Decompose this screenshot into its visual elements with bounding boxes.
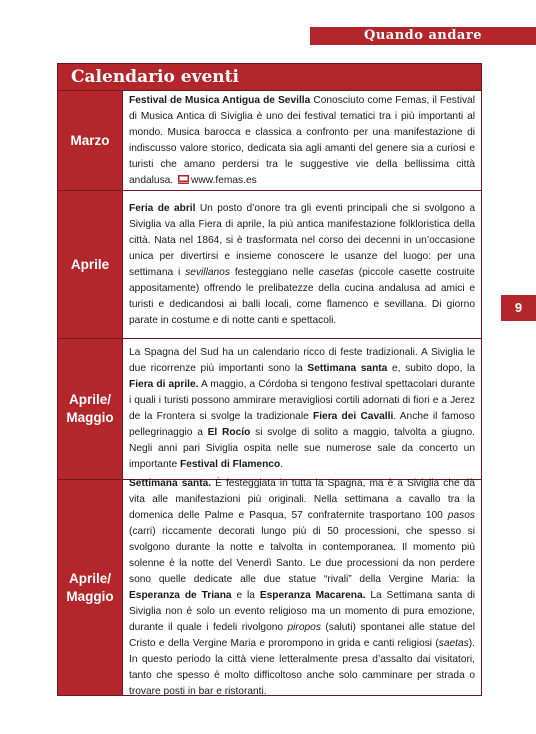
event-description: La Spagna del Sud ha un calendario ricco di feste tradizionali. A Siviglia le due ricorrenze più importanti sono la Settimana santa e, subito dopo, la Fiera di aprile. A maggio, a Córdoba si tengono festival spettacolari durante i quali i turisti possono ammirare meravigliosi cortili adornati di fiori e a Jerez de la Frontera si svolge la tradizionale Fiera dei Cavalli. Anche il famoso pellegrinaggio a El Rocío si svolge di solito a maggio, talvolta a giugno. Negli anni pari Siviglia ospita nelle sue numerose sale da concerto un importante Festival di Flamenco. <box>129 347 475 470</box>
month-label: Aprile <box>58 191 123 338</box>
month-label: Aprile/ Maggio <box>58 339 123 479</box>
section-header: Quando andare <box>310 27 536 45</box>
event-website: www.femas.es <box>191 174 257 186</box>
event-title: Settimana santa. <box>129 477 212 489</box>
computer-icon <box>178 175 189 184</box>
event-description: Festival de Musica Antigua de Sevilla Conosciuto come Femas, il Festival di Musica Antica di Siviglia è uno dei festival tematici tra i più importanti al mondo. Musica barocca e classica a confronto per una manifestazione di indiscusso valore storico, dedicata sia agli amanti del genere sia a curiosi e turisti che amano perdersi tra le suggestive vie della bellissima città andalusa. www.femas.es <box>129 94 475 186</box>
month-label: Aprile/ Maggio <box>58 480 123 695</box>
table-title: Calendario eventi <box>58 64 481 90</box>
event-title: Festival de Musica Antigua de Sevilla <box>129 94 311 106</box>
event-description: Feria de abril Un posto d’onore tra gli eventi principali che si svolgono a Siviglia va alla Fiera di aprile, la più antica manifestazione folkloristica della città. Nata nel 1864, si è trasformata nel corso dei decenni in un’occasione unica per divertirsi e insieme conoscere le usanze del luogo: per una settimana i sevillanos festeggiano nelle casetas (piccole casette costruite appositamente) offrendo le prelibatezze della cucina andalusa ad amici e turisti e dedicandosi ai balli locali, come flamenco e sevillana. Di giorno parate in costume e di notte canti e spettacoli. <box>129 202 475 326</box>
month-label: Marzo <box>58 91 123 190</box>
page-number-tab: 9 <box>501 295 536 321</box>
event-description: Settimana santa. È festeggiata in tutta la Spagna, ma è a Siviglia che dà vita alle manifestazioni più originali. Nella settimana a cavallo tra la domenica delle Palme e Pasqua, 57 confraternite trasportano 100 pasos (carri) riccamente decorati lungo più di 50 processioni, che spesso si svolgono durante la notte e talvolta in contemporanea. Il momento più solenne è la notte del Venerdì Santo. Le due processioni da non perdere sono quelle dedicate alle due statue “rivali” della Vergine Maria: la Esperanza de Triana e la Esperanza Macarena. La Settimana santa di Siviglia non è solo un evento religioso ma un momento di pura emozione, durante il quale i fedeli rivolgono piropos (saluti) spontanei alle statue del Cristo e della Vergine Maria e prorompono in grida e canti religiosi (saetas). In questo periodo la città viene letteralmente presa d’assalto dai visitatori, tanto che spesso è molto difficoltoso anche solo camminare per strada o trovare posti in bar e ristoranti. <box>129 477 475 697</box>
event-title: Feria de abril <box>129 202 196 214</box>
table-row <box>58 479 481 695</box>
table-row <box>58 190 481 338</box>
events-calendar-table <box>57 63 482 696</box>
table-row <box>58 90 481 190</box>
table-row <box>58 338 481 479</box>
